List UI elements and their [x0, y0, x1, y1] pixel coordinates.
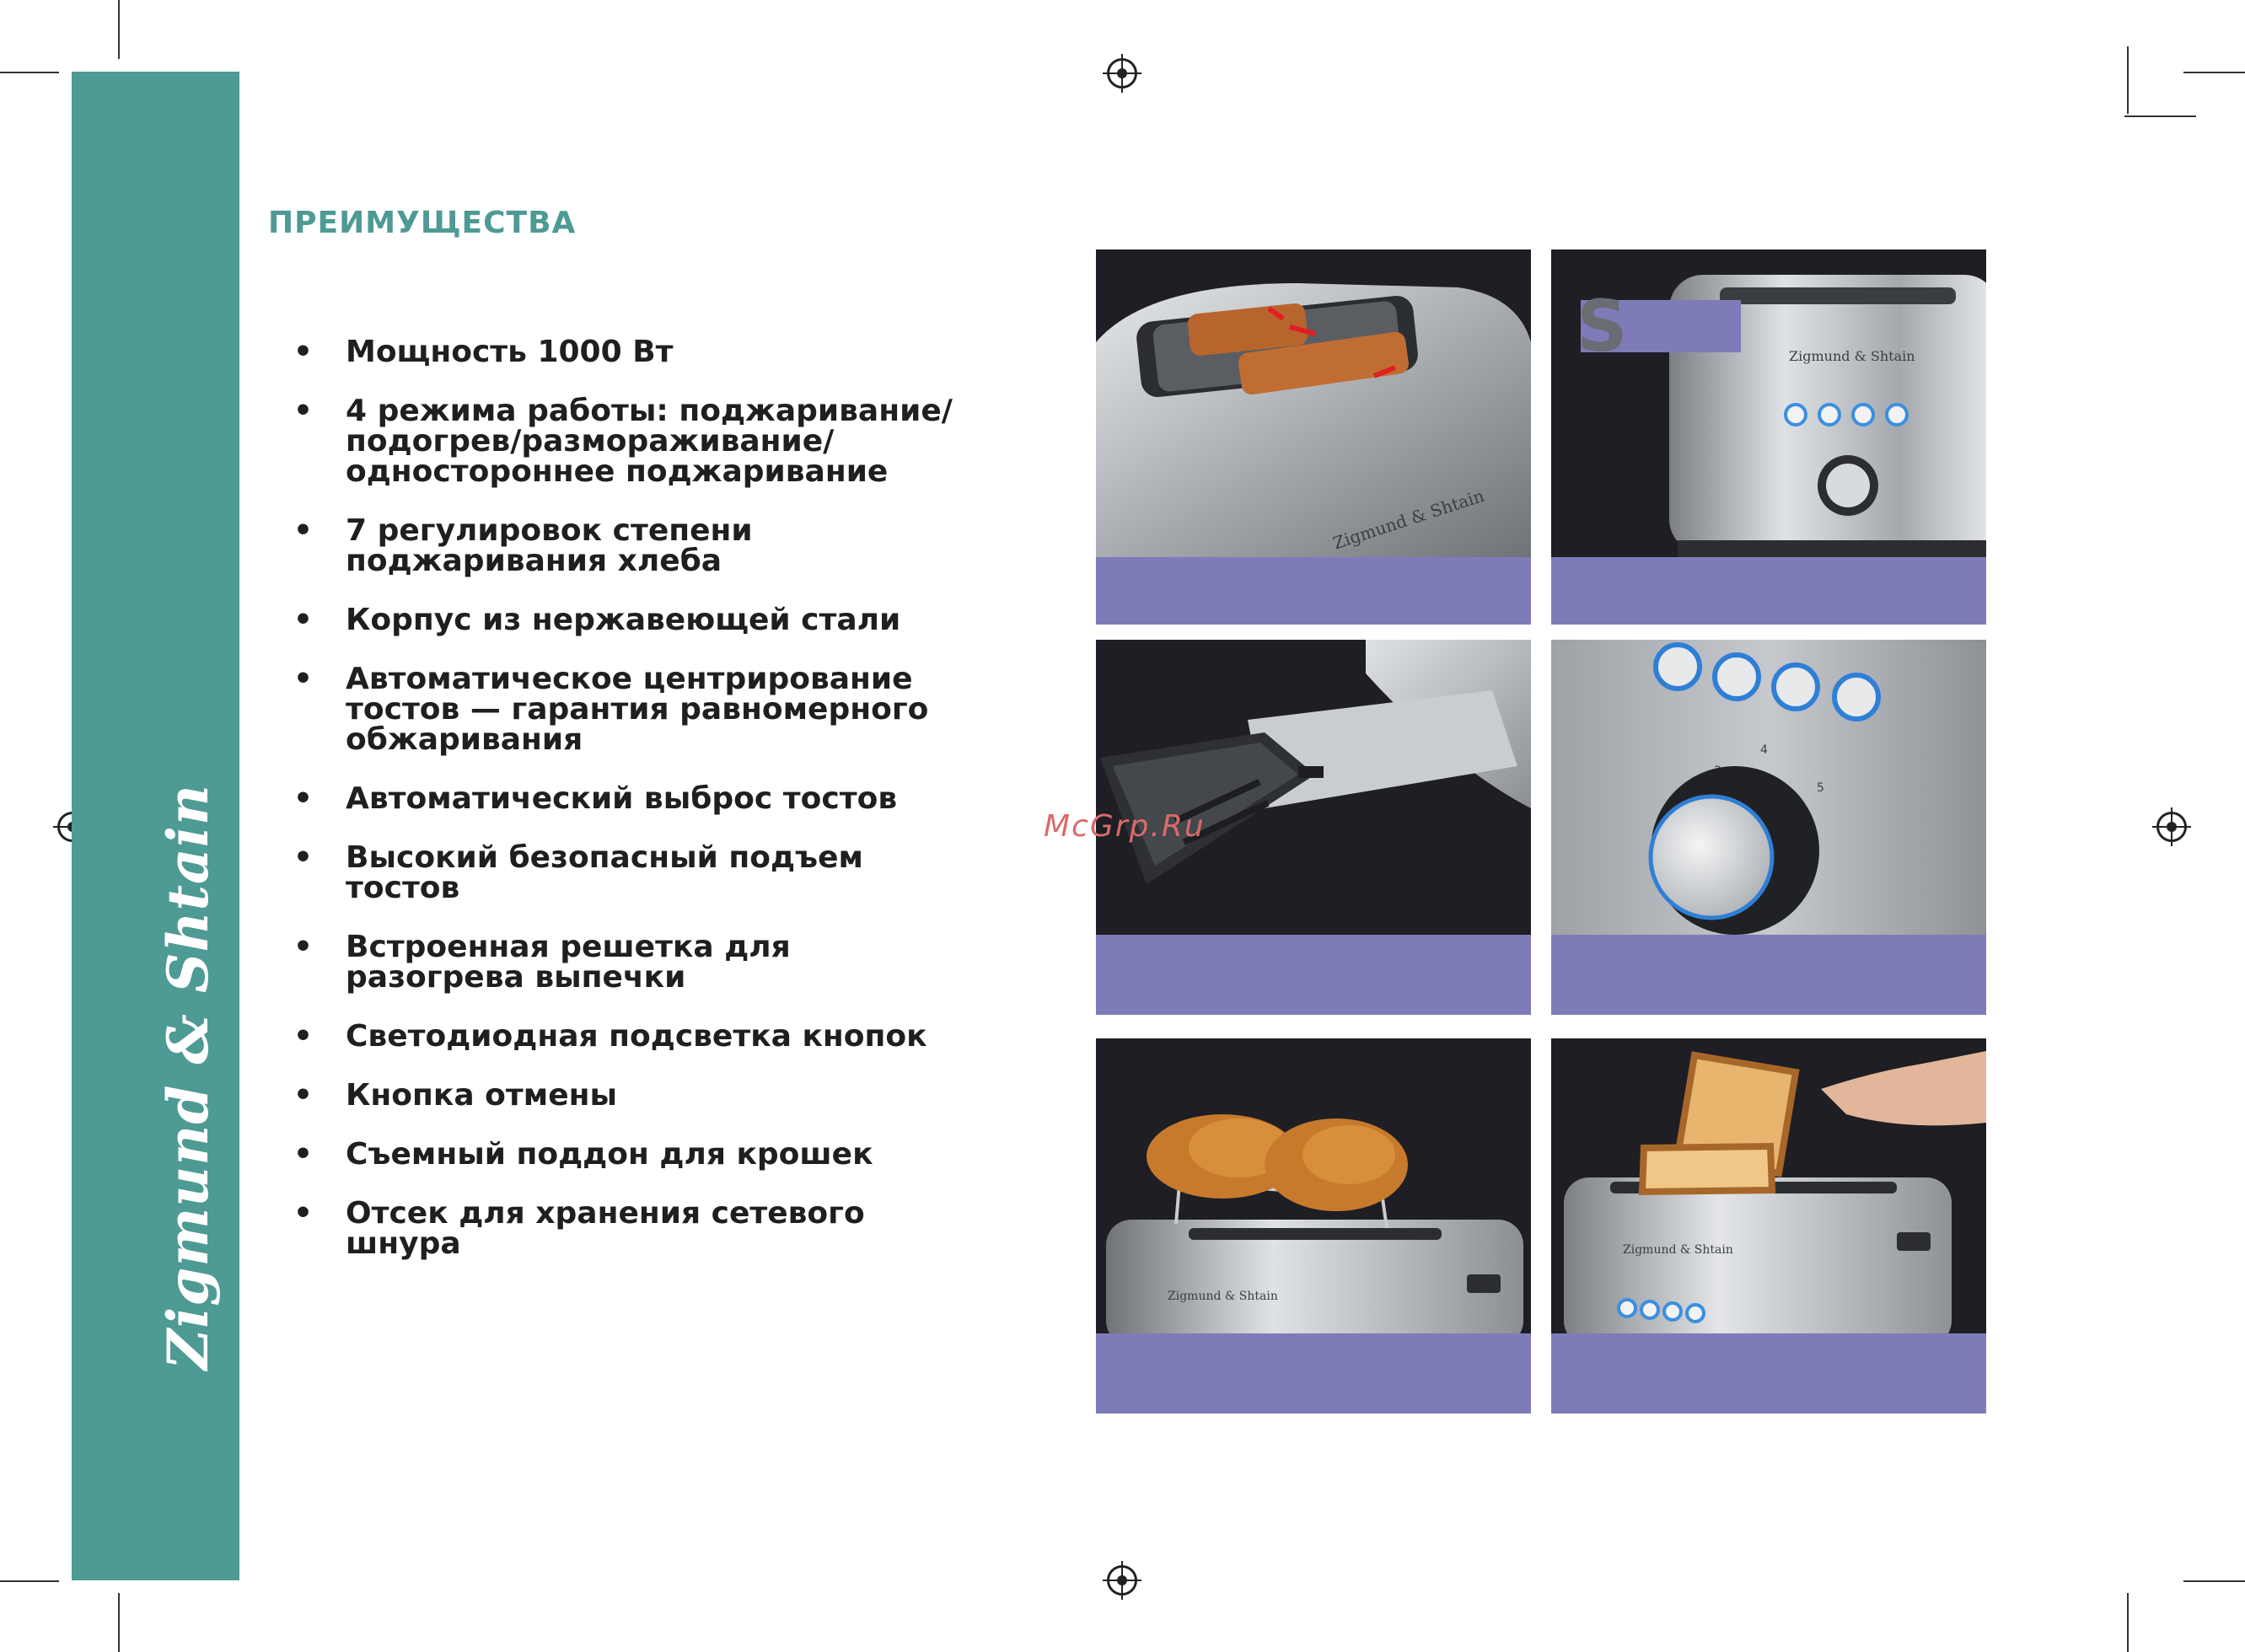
feature-text: 4 режима работы: поджаривание/ подогрев/размораживание/ одностороннее поджаривание — [346, 394, 953, 489]
bullet: • — [293, 662, 314, 696]
bullet: • — [293, 1078, 314, 1113]
feature-text: Съемный поддон для крошек — [346, 1137, 873, 1172]
crop-mark — [118, 0, 120, 59]
photo-led-buttons — [1551, 640, 1986, 1015]
photo-high-lift — [1551, 1038, 1986, 1413]
photo-caption-bar — [1096, 1333, 1531, 1413]
crop-mark — [2127, 1593, 2129, 1652]
bullet: • — [293, 781, 314, 816]
control-panel-illustration — [1551, 640, 1986, 935]
feature-text: Высокий безопасный подъем тостов — [346, 840, 863, 905]
crop-mark — [2124, 115, 2196, 117]
crumb-tray-illustration — [1096, 640, 1531, 935]
feature-item — [287, 932, 961, 993]
feature-item — [287, 1196, 961, 1261]
page-title: ПРЕИМУЩЕСТВА — [268, 206, 577, 240]
steel-logo-letter: S — [1576, 285, 1628, 367]
crop-mark — [0, 72, 59, 73]
registration-mark — [1107, 1565, 1137, 1596]
bullet: • — [293, 394, 314, 428]
feature-item — [287, 1019, 961, 1054]
feature-item — [287, 1137, 961, 1172]
bullet: • — [293, 1196, 314, 1231]
crop-mark — [0, 1580, 59, 1582]
bullet: • — [293, 1137, 314, 1172]
photo-bread-centering — [1096, 249, 1531, 625]
feature-item — [287, 781, 961, 816]
crop-mark — [2127, 46, 2129, 114]
feature-item — [287, 513, 961, 578]
photo-caption-bar — [1096, 557, 1531, 625]
toaster-brand-label: Zigmund & Shtain — [1330, 485, 1487, 554]
feature-text: Мощность 1000 Вт — [346, 335, 674, 369]
feature-item — [287, 664, 961, 755]
toaster-bread-illustration — [1096, 249, 1531, 557]
feature-text: Светодиодная подсветка кнопок — [346, 1019, 927, 1054]
registration-mark — [1107, 58, 1137, 88]
feature-list — [287, 337, 961, 1288]
toaster-brand-label: Zigmund & Shtain — [1789, 348, 1915, 364]
feature-item — [287, 337, 961, 367]
feature-text: Встроенная решетка для разогрева выпечки — [346, 930, 791, 995]
feature-text: Автоматическое центрирование тостов — гарантия равномерного обжаривания — [346, 662, 929, 757]
feature-item — [287, 840, 961, 905]
crop-mark — [2183, 72, 2245, 73]
feature-text: Кнопка отмены — [346, 1078, 618, 1113]
feature-item — [287, 605, 961, 636]
photo-caption-bar — [1551, 1333, 1986, 1413]
dial-mark: 4 — [1760, 743, 1768, 757]
feature-text: Корпус из нержавеющей стали — [346, 603, 901, 637]
registration-mark — [2156, 812, 2187, 842]
dial-mark: 5 — [1817, 781, 1824, 795]
toaster-front-illustration — [1551, 249, 1986, 557]
photo-warming-rack — [1096, 1038, 1531, 1413]
feature-item — [287, 1078, 961, 1113]
croissant-illustration — [1096, 1038, 1531, 1333]
crop-mark — [118, 1593, 120, 1652]
watermark: McGrp.Ru — [1044, 809, 1206, 844]
photo-caption-bar — [1551, 935, 1986, 1015]
feature-text: 7 регулировок степени поджаривания хлеба — [346, 513, 753, 578]
toaster-brand-label: Zigmund & Shtain — [1168, 1290, 1278, 1303]
photo-caption-bar — [1096, 935, 1531, 1015]
toaster-brand-label: Zigmund & Shtain — [1623, 1243, 1733, 1257]
feature-text: Автоматический выброс тостов — [346, 781, 898, 816]
photo-steel-body — [1551, 249, 1986, 625]
feature-item — [287, 396, 961, 487]
crop-mark — [2183, 1580, 2245, 1582]
bullet: • — [293, 1019, 314, 1054]
brand-logo: Zigmund & Shtain — [155, 784, 221, 1370]
bullet: • — [293, 513, 314, 548]
bullet: • — [293, 603, 314, 637]
bullet: • — [293, 335, 314, 369]
toast-lift-illustration — [1551, 1038, 1986, 1333]
bullet: • — [293, 840, 314, 875]
bullet: • — [293, 930, 314, 964]
photo-caption-bar — [1551, 557, 1986, 625]
feature-text: Отсек для хранения сетевого шнура — [346, 1196, 865, 1261]
